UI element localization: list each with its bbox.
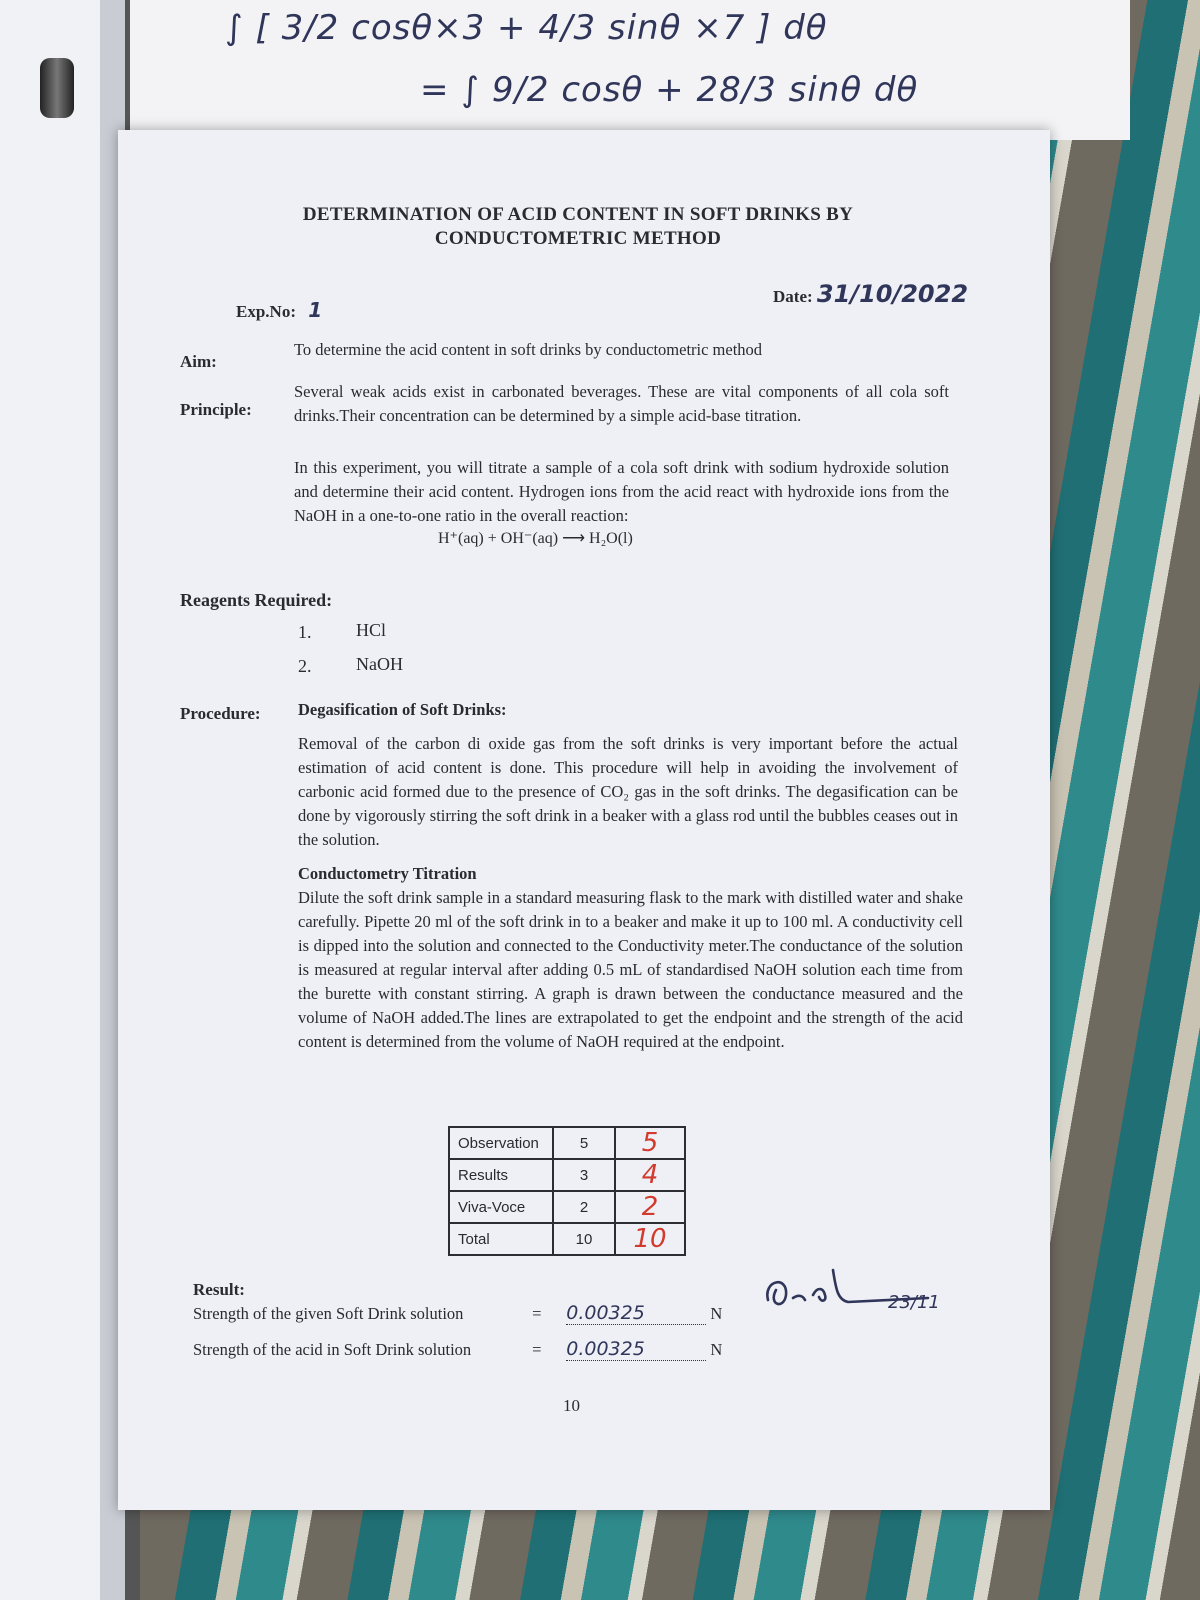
- result-row-label: Strength of the acid in Soft Drink solution: [193, 1340, 472, 1359]
- degas-heading: Degasification of Soft Drinks:: [298, 700, 507, 719]
- titration-paragraph: Dilute the soft drink sample in a standard measuring flask to the mark with distilled water and shake carefully. Pipette 20 ml of the soft drink in to a beaker and make it up to 100 ml. A conductivity cell is dipped into the solution and connected to the Conductivity meter.The conductance of the solution is measured at regular interval after adding 0.5 mL of standardised NaOH solution each time from the burette with constant stirring. A graph is drawn between the conductance measured and the volume of NaOH added.The lines are extrapolated to get the endpoint and the strength of the acid content is determined from the volume of NaOH required at the endpoint.: [298, 888, 963, 1051]
- titration-heading: Conductometry Titration: [298, 864, 477, 883]
- aim-text: To determine the acid content in soft drinks by conductometric method: [294, 340, 763, 359]
- principle-label: Principle:: [180, 400, 252, 419]
- result-row-fill: [566, 1302, 706, 1325]
- table-cell-item: Viva-Voce: [449, 1191, 553, 1223]
- table-cell-scored: 2: [615, 1191, 685, 1223]
- result-row-eq: =: [532, 1340, 542, 1359]
- result-row-fill: [566, 1338, 706, 1361]
- table-row: [449, 1223, 685, 1255]
- reagent-1-num: 1.: [298, 622, 312, 642]
- table-cell-max: 2: [553, 1191, 615, 1223]
- table-cell-scored: 5: [615, 1127, 685, 1159]
- table-cell-max: 3: [553, 1159, 615, 1191]
- scrawl-line-1: ∫ [ 3/2 cosθ×3 + 4/3 sinθ ×7 ] dθ: [225, 8, 828, 48]
- procedure-label: Procedure:: [180, 704, 261, 723]
- table-cell-item: Total: [449, 1223, 553, 1255]
- result-row-value: 0.00325: [566, 1302, 645, 1324]
- table-cell-scored: 10: [615, 1223, 685, 1255]
- result-row-unit: N: [710, 1304, 723, 1323]
- table-cell-max: 5: [553, 1127, 615, 1159]
- result-row-label: Strength of the given Soft Drink solution: [193, 1304, 464, 1323]
- signature-date: 23/11: [888, 1292, 940, 1313]
- result-label: Result:: [193, 1280, 245, 1299]
- result-row-unit: N: [710, 1340, 723, 1359]
- exp-no-label: Exp.No:: [236, 302, 296, 321]
- lab-record-page: [118, 130, 1050, 1510]
- date-label: Date:: [773, 287, 813, 306]
- date: [773, 280, 968, 308]
- table-row: [449, 1159, 685, 1191]
- aim-label: Aim:: [180, 352, 217, 371]
- page-number: 10: [563, 1396, 580, 1415]
- reagents-label: Reagents Required:: [180, 590, 333, 610]
- scrawl-line-2: = ∫ 9/2 cosθ + 28/3 sinθ dθ: [420, 70, 919, 110]
- principle-paragraph-2: In this experiment, you will titrate a sample of a cola soft drink with sodium hydroxide solution and determine their acid content. Hydrogen ions from the acid react with hydroxide ions from the NaOH in a one-to-one ratio in the overall reaction:: [294, 458, 949, 525]
- table-cell-item: Results: [449, 1159, 553, 1191]
- marks-table: [448, 1126, 686, 1256]
- table-cell-item: Observation: [449, 1127, 553, 1159]
- principle-paragraph-1: Several weak acids exist in carbonated beverages. These are vital components of all cola soft drinks.Their concentration can be determined by a simple acid-base titration.: [294, 382, 949, 425]
- result-row-eq: =: [532, 1304, 542, 1323]
- result-row-2: [193, 1338, 722, 1361]
- exp-no: [236, 298, 322, 322]
- table-cell-max: 10: [553, 1223, 615, 1255]
- reagent-1-name: HCl: [356, 620, 387, 640]
- date-value: 31/10/2022: [816, 280, 969, 308]
- result-row-1: [193, 1302, 722, 1325]
- result-row-value: 0.00325: [566, 1338, 645, 1360]
- reagent-2-name: NaOH: [356, 654, 403, 674]
- previous-page: [130, 0, 1130, 140]
- degas-paragraph: Removal of the carbon di oxide gas from the soft drinks is very important before the actual estimation of acid content is done. This procedure will help in avoiding the involvement of carbonic acid formed due to the presence of CO₂ gas in the soft drinks. The degasification can be done by vigorously stirring the soft drink in a beaker with a glass rod until the bubbles ceases out in the solution.: [298, 734, 958, 849]
- reaction-equation: H⁺(aq) + OH⁻(aq) ⟶ H₂O(l): [438, 530, 633, 547]
- table-row: [449, 1191, 685, 1223]
- table-cell-scored: 4: [615, 1159, 685, 1191]
- exp-no-value: 1: [308, 298, 323, 322]
- binder-ring: [40, 58, 74, 118]
- reagent-2-num: 2.: [298, 656, 312, 676]
- page-title: DETERMINATION OF ACID CONTENT IN SOFT DRINKS BY CONDUCTOMETRIC METHOD: [302, 204, 854, 249]
- table-row: [449, 1127, 685, 1159]
